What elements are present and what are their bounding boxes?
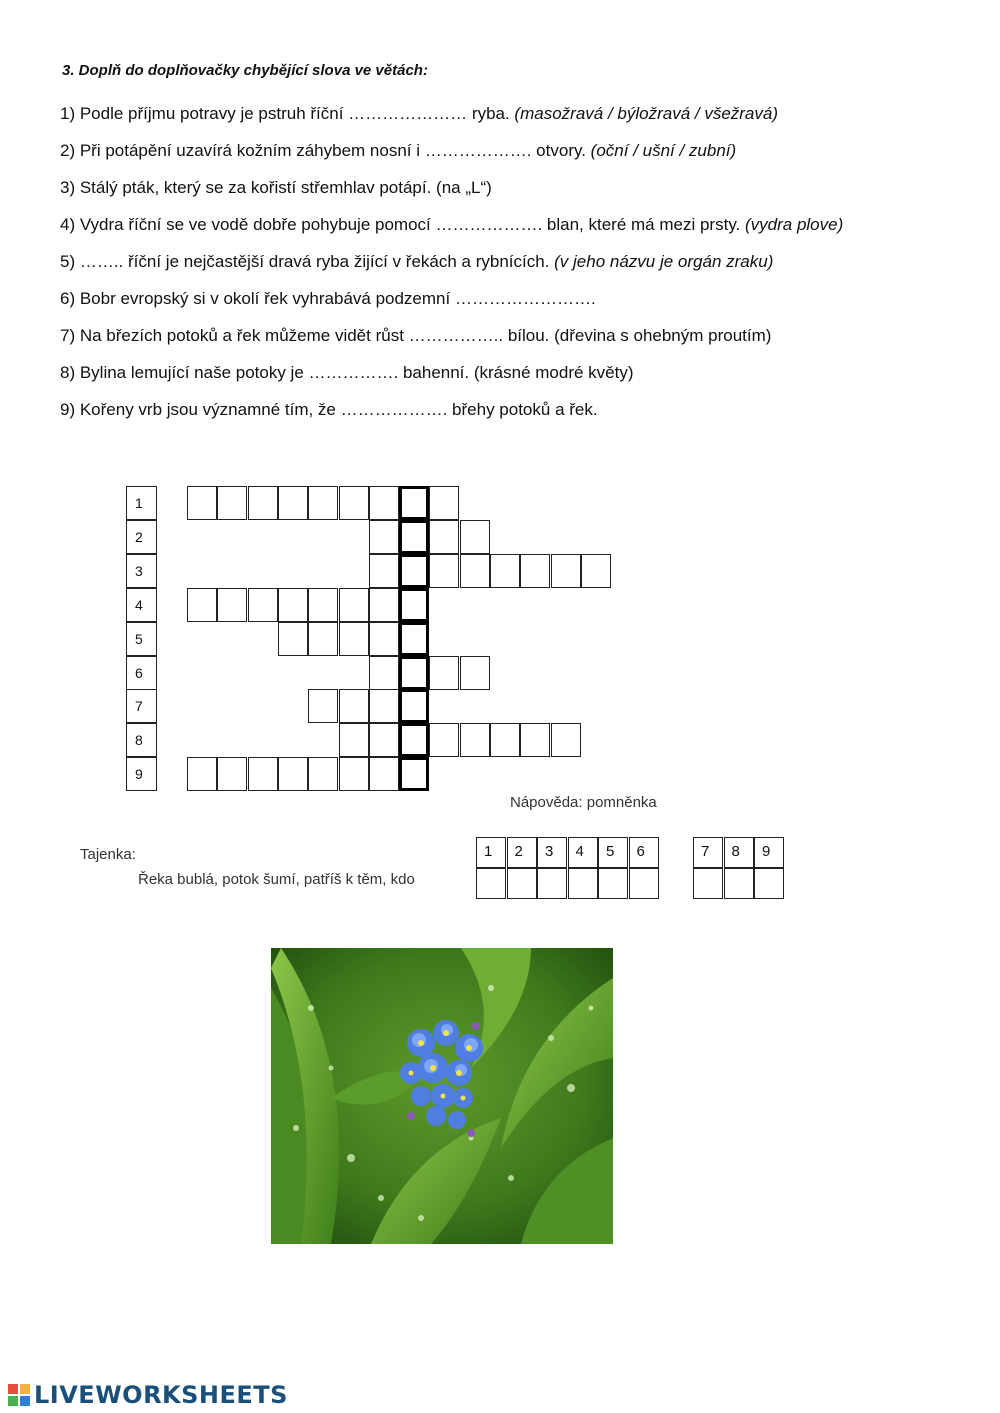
crossword-cell[interactable]: [369, 622, 399, 656]
crossword-letter-input[interactable]: [491, 724, 519, 756]
crossword-row-number: 6: [126, 656, 157, 690]
crossword-letter-input[interactable]: [218, 487, 246, 519]
crossword-letter-input[interactable]: [279, 623, 307, 655]
crossword-letter-input[interactable]: [218, 758, 246, 790]
crossword-cell[interactable]: [308, 689, 338, 723]
crossword-letter-input[interactable]: [309, 487, 337, 519]
crossword-cell[interactable]: [248, 588, 278, 622]
crossword-key-cell[interactable]: [399, 757, 429, 791]
crossword-cell[interactable]: [187, 757, 217, 791]
tajenka-letter-input[interactable]: [755, 869, 783, 898]
crossword-letter-input[interactable]: [370, 690, 398, 722]
crossword-cell[interactable]: [429, 554, 459, 588]
crossword-letter-input[interactable]: [218, 589, 246, 621]
crossword-row-number: 9: [126, 757, 157, 791]
crossword-letter-input[interactable]: [430, 724, 458, 756]
question-5: [60, 252, 773, 272]
tajenka-letter-input[interactable]: [725, 869, 753, 898]
crossword-letter-input[interactable]: [491, 555, 519, 587]
crossword-cell[interactable]: [339, 723, 369, 757]
crossword-letter-input[interactable]: [249, 487, 277, 519]
crossword-letter-input[interactable]: [188, 487, 216, 519]
crossword-key-cell[interactable]: [399, 486, 429, 520]
tajenka-answer-cell[interactable]: [476, 868, 506, 899]
question-2: [60, 141, 736, 161]
question-text: 6) Bobr evropský si v okolí řek vyhrabává podzemní …………………….: [60, 289, 596, 308]
tajenka-number: 3: [537, 837, 567, 868]
question-hint: (v jeho názvu je orgán zraku): [554, 252, 774, 271]
crossword-key-cell[interactable]: [399, 723, 429, 757]
crossword-key-cell[interactable]: [399, 622, 429, 656]
crossword-letter-input[interactable]: [370, 623, 398, 655]
crossword-letter-input[interactable]: [430, 657, 458, 689]
crossword-letter-input[interactable]: [402, 489, 426, 517]
tajenka-answer-cell[interactable]: [693, 868, 723, 899]
logo-text: LIVEWORKSHEETS: [34, 1381, 288, 1409]
tajenka-number: 2: [507, 837, 537, 868]
crossword-letter-input[interactable]: [552, 724, 580, 756]
crossword-cell[interactable]: [278, 486, 308, 520]
crossword-row-number: 1: [126, 486, 157, 520]
crossword-cell[interactable]: [369, 757, 399, 791]
crossword-letter-input[interactable]: [370, 589, 398, 621]
crossword-letter-input[interactable]: [370, 657, 398, 689]
tajenka-number: 9: [754, 837, 784, 868]
crossword-cell[interactable]: [308, 486, 338, 520]
crossword-letter-input[interactable]: [249, 589, 277, 621]
crossword-letter-input[interactable]: [309, 623, 337, 655]
crossword-cell[interactable]: [460, 656, 490, 690]
crossword-key-cell[interactable]: [399, 588, 429, 622]
tajenka-letter-input[interactable]: [538, 869, 566, 898]
crossword-letter-input[interactable]: [340, 690, 368, 722]
crossword-cell[interactable]: [520, 723, 550, 757]
tajenka-number: 5: [598, 837, 628, 868]
logo-icon: [8, 1384, 30, 1406]
crossword-cell[interactable]: [339, 689, 369, 723]
crossword-cell[interactable]: [369, 588, 399, 622]
question-hint: (vydra plove): [745, 215, 844, 234]
tajenka-number: 6: [629, 837, 659, 868]
crossword-letter-input[interactable]: [402, 726, 426, 754]
question-8: [60, 363, 634, 383]
tajenka-letter-input[interactable]: [508, 869, 536, 898]
crossword-cell[interactable]: [369, 656, 399, 690]
crossword-cell[interactable]: [217, 486, 247, 520]
crossword-cell[interactable]: [339, 622, 369, 656]
crossword-cell[interactable]: [369, 723, 399, 757]
tajenka-number: 8: [724, 837, 754, 868]
crossword-letter-input[interactable]: [249, 758, 277, 790]
forget-me-not-photo: [271, 948, 613, 1244]
crossword-letter-input[interactable]: [309, 589, 337, 621]
crossword-key-cell[interactable]: [399, 656, 429, 690]
crossword-cell[interactable]: [551, 554, 581, 588]
crossword-cell[interactable]: [490, 554, 520, 588]
crossword-letter-input[interactable]: [430, 555, 458, 587]
crossword-letter-input[interactable]: [402, 591, 426, 619]
crossword-row-number: 8: [126, 723, 157, 757]
question-text: 3) Stálý pták, který se za kořistí střemhlav potápí. (na „L“): [60, 178, 492, 197]
crossword-letter-input[interactable]: [340, 758, 368, 790]
crossword-letter-input[interactable]: [461, 724, 489, 756]
crossword-cell[interactable]: [339, 588, 369, 622]
crossword-letter-input[interactable]: [279, 487, 307, 519]
tajenka-sentence: Řeka bublá, potok šumí, patříš k těm, kdo: [138, 871, 415, 888]
crossword-cell[interactable]: [248, 486, 278, 520]
tajenka-answer-cell[interactable]: [507, 868, 537, 899]
crossword-letter-input[interactable]: [340, 589, 368, 621]
crossword-letter-input[interactable]: [340, 724, 368, 756]
crossword-letter-input[interactable]: [340, 623, 368, 655]
crossword-cell[interactable]: [369, 689, 399, 723]
tajenka-letter-input[interactable]: [477, 869, 505, 898]
crossword-letter-input[interactable]: [188, 758, 216, 790]
crossword-cell[interactable]: [248, 757, 278, 791]
crossword-letter-input[interactable]: [402, 557, 426, 585]
question-1: [60, 104, 778, 124]
tajenka-answer-cell[interactable]: [537, 868, 567, 899]
crossword-cell[interactable]: [581, 554, 611, 588]
crossword-letter-input[interactable]: [309, 758, 337, 790]
liveworksheets-logo: [8, 1380, 288, 1410]
crossword-letter-input[interactable]: [279, 589, 307, 621]
tajenka-letter-input[interactable]: [569, 869, 597, 898]
crossword-cell[interactable]: [551, 723, 581, 757]
crossword-key-cell[interactable]: [399, 689, 429, 723]
question-text: 5) …….. říční je nejčastější dravá ryba žijící v řekách a rybnících.: [60, 252, 555, 271]
question-text: 7) Na březích potoků a řek můžeme vidět růst …………….. bílou. (dřevina s ohebným proutím): [60, 326, 772, 345]
crossword-letter-input[interactable]: [461, 657, 489, 689]
question-text: 9) Kořeny vrb jsou významné tím, že ………………. břehy potoků a řek.: [60, 400, 598, 419]
crossword-cell[interactable]: [308, 757, 338, 791]
crossword-cell[interactable]: [429, 486, 459, 520]
tajenka-answer-cell[interactable]: [598, 868, 628, 899]
crossword-letter-input[interactable]: [188, 589, 216, 621]
crossword-cell[interactable]: [187, 588, 217, 622]
crossword-letter-input[interactable]: [370, 521, 398, 553]
crossword-cell[interactable]: [369, 520, 399, 554]
crossword-cell[interactable]: [369, 486, 399, 520]
crossword-letter-input[interactable]: [430, 521, 458, 553]
question-hint: (oční / ušní / zubní): [590, 141, 737, 160]
crossword-row-number: 3: [126, 554, 157, 588]
crossword-letter-input[interactable]: [370, 487, 398, 519]
crossword-letter-input[interactable]: [521, 555, 549, 587]
question-text: 8) Bylina lemující naše potoky je ……………. bahenní. (krásné modré květy): [60, 363, 634, 382]
crossword-letter-input[interactable]: [402, 760, 426, 788]
crossword-letter-input[interactable]: [582, 555, 610, 587]
question-9: [60, 400, 598, 420]
question-3: [60, 178, 492, 198]
tajenka-label: Tajenka:: [80, 846, 136, 863]
crossword-letter-input[interactable]: [461, 555, 489, 587]
crossword-cell[interactable]: [217, 588, 247, 622]
crossword-cell[interactable]: [460, 520, 490, 554]
crossword-letter-input[interactable]: [370, 724, 398, 756]
crossword-cell[interactable]: [339, 486, 369, 520]
crossword-cell[interactable]: [278, 757, 308, 791]
question-4: [60, 215, 843, 235]
crossword-letter-input[interactable]: [370, 555, 398, 587]
tajenka-letter-input[interactable]: [694, 869, 722, 898]
crossword-cell[interactable]: [217, 757, 247, 791]
question-text: 4) Vydra říční se ve vodě dobře pohybuje pomocí ………………. blan, které má mezi prsty.: [60, 215, 745, 234]
tajenka-number: 7: [693, 837, 723, 868]
question-text: 2) Při potápění uzavírá kožním záhybem nosní i ………………. otvory.: [60, 141, 591, 160]
crossword-letter-input[interactable]: [402, 659, 426, 687]
crossword-cell[interactable]: [187, 486, 217, 520]
tajenka-number: 1: [476, 837, 506, 868]
crossword-cell[interactable]: [429, 723, 459, 757]
crossword-cell[interactable]: [308, 622, 338, 656]
crossword-row-number: 4: [126, 588, 157, 622]
crossword-cell[interactable]: [460, 554, 490, 588]
hint-text: Nápověda: pomněnka: [510, 794, 657, 811]
crossword-cell[interactable]: [369, 554, 399, 588]
tajenka-letter-input[interactable]: [599, 869, 627, 898]
tajenka-letter-input[interactable]: [630, 869, 658, 898]
question-hint: (masožravá / býložravá / všežravá): [514, 104, 779, 123]
crossword-cell[interactable]: [429, 656, 459, 690]
question-7: [60, 326, 771, 346]
crossword-letter-input[interactable]: [279, 758, 307, 790]
crossword-cell[interactable]: [278, 622, 308, 656]
tajenka-number: 4: [568, 837, 598, 868]
crossword-letter-input[interactable]: [370, 758, 398, 790]
tajenka-answer-cell[interactable]: [724, 868, 754, 899]
crossword-letter-input[interactable]: [309, 690, 337, 722]
worksheet-heading: 3. Doplň do doplňovačky chybějící slova ve větách:: [62, 62, 428, 79]
crossword-key-cell[interactable]: [399, 520, 429, 554]
crossword-row-number: 7: [126, 689, 157, 723]
crossword-row-number: 5: [126, 622, 157, 656]
tajenka-answer-cell[interactable]: [629, 868, 659, 899]
crossword-key-cell[interactable]: [399, 554, 429, 588]
crossword-letter-input[interactable]: [402, 692, 426, 720]
crossword-letter-input[interactable]: [402, 625, 426, 653]
crossword-row-number: 2: [126, 520, 157, 554]
crossword-cell[interactable]: [520, 554, 550, 588]
tajenka-answer-cell[interactable]: [568, 868, 598, 899]
crossword-cell[interactable]: [278, 588, 308, 622]
crossword-cell[interactable]: [308, 588, 338, 622]
crossword-cell[interactable]: [339, 757, 369, 791]
tajenka-answer-cell[interactable]: [754, 868, 784, 899]
crossword-letter-input[interactable]: [461, 521, 489, 553]
crossword-cell[interactable]: [490, 723, 520, 757]
crossword-letter-input[interactable]: [402, 523, 426, 551]
crossword-letter-input[interactable]: [430, 487, 458, 519]
question-text: 1) Podle příjmu potravy je pstruh říční ………………… ryba.: [60, 104, 515, 123]
crossword-letter-input[interactable]: [552, 555, 580, 587]
question-6: [60, 289, 596, 309]
crossword-cell[interactable]: [429, 520, 459, 554]
crossword-letter-input[interactable]: [521, 724, 549, 756]
crossword-letter-input[interactable]: [340, 487, 368, 519]
crossword-cell[interactable]: [460, 723, 490, 757]
